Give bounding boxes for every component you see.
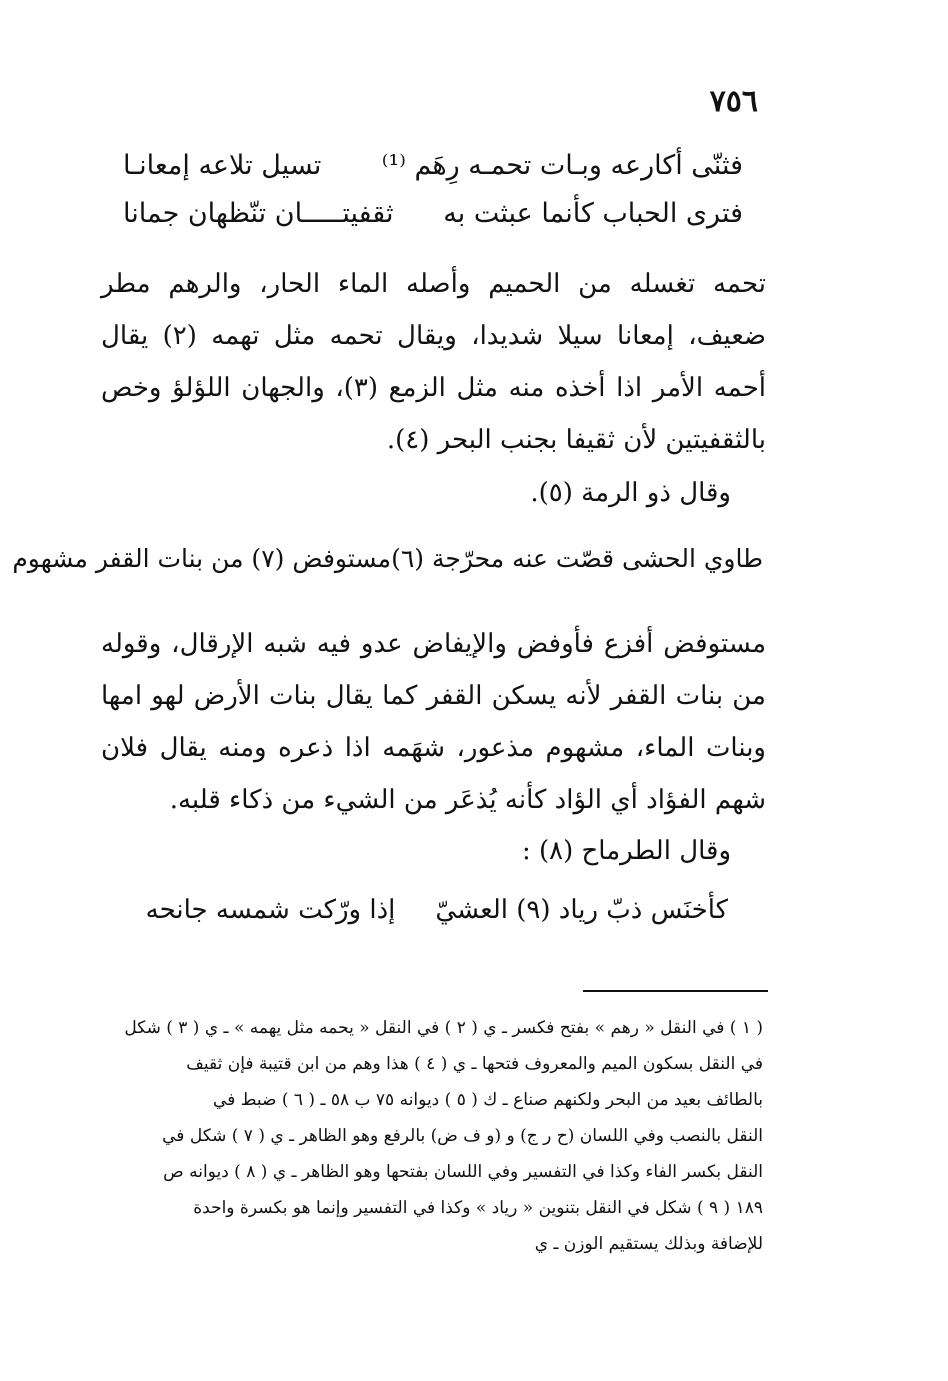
verse-2-first-hemistich: فترى الحباب كأنما عبثت به: [443, 198, 743, 229]
verse-3: [12, 544, 763, 573]
verse-1-second-hemistich: تسيل تلاعه إمعانـا: [123, 150, 322, 181]
verse-4-first-hemistich: كأخنَس ذبّ رياد (٩) العشيّ: [435, 895, 728, 925]
footnote-line: النقل بكسر الفاء وكذا في التفسير وفي اللسان بفتحها وهو الظاهر ـ ي ( ٨ ) ديوانه ص: [163, 1162, 763, 1182]
footnote-divider: [583, 990, 768, 992]
footnote-line: النقل بالنصب وفي اللسان (ح ر ج) و (و ف ض) بالرفع وهو الظاهر ـ ي ( ٧ ) شكل في: [162, 1126, 763, 1146]
verse-3-first-hemistich: طاوي الحشى قصّت عنه محرّجة (٦): [391, 544, 763, 573]
page-number: ٧٥٦: [709, 84, 758, 119]
verse-2-second-hemistich: ثقفيتـــــان تنّظهان جمانا: [123, 198, 394, 229]
footnote-line: في النقل بسكون الميم والمعروف فتحها ـ ي ( ٤ ) هذا وهم من ابن قتيبة فإن ثقيف: [186, 1054, 763, 1074]
commentary-paragraph-1: تحمه تغسله من الحميم وأصله الماء الحار، والرهم مطر ضعيف، إمعانا سيلا شديدا، ويقال تحمه مثل تهمه (٢) يقال أحمه الأمر اذا أخذه منه مثل الزمع (٣)، والجهان اللؤلؤ وخص بالثقفيتين لأن ثقيفا بجنب البحر (٤).: [101, 269, 766, 455]
poet-intro-al-tirimmah: وقال الطرماح (٨) :: [521, 836, 731, 866]
verse-1-first-hemistich: فثنّى أكارعه وبـات تحمـه رِهَم ⁽¹⁾: [381, 150, 743, 181]
footnote-line: ( ١ ) في النقل « رهم » بفتح فكسر ـ ي ( ٢ ) في النقل « يحمه مثل يهمه » ـ ي ( ٣ ) شكل: [124, 1018, 763, 1038]
footnotes: [93, 1010, 763, 1262]
verse-3-second-hemistich: مستوفض (٧) من بنات القفر مشهوم: [12, 544, 392, 573]
footnote-line: للإضافة وبذلك يستقيم الوزن ـ ي: [534, 1234, 763, 1254]
footnote-line: بالطائف بعيد من البحر ولكنهم صناع ـ ك ( ٥ ) ديوانه ٧٥ ب ٥٨ ـ ( ٦ ) ضبط في: [213, 1090, 763, 1110]
verse-1: [123, 150, 743, 181]
verse-4-second-hemistich: إذا ورّكت شمسه جانحه: [145, 895, 396, 925]
poet-intro-dhu-al-rumma: وقال ذو الرمة (٥).: [530, 478, 731, 508]
verse-4: [123, 895, 728, 925]
commentary-paragraph-2: مستوفض أفزع فأوفض والإيفاض عدو فيه شبه الإرقال، وقوله من بنات القفر لأنه يسكن القفر كما يقال بنات الأرض لهو امها وبنات الماء، مشهوم مذعور، شهَمه اذا ذعره ومنه يقال فلان شهم الفؤاد أي الؤاد كأنه يُذعَر من الشيء من ذكاء قلبه.: [101, 629, 766, 815]
verse-2: [123, 198, 743, 229]
footnote-line: ١٨٩ ( ٩ ) شكل في النقل بتنوين « رياد » وكذا في التفسير وإنما هو بكسرة واحدة: [193, 1198, 763, 1218]
